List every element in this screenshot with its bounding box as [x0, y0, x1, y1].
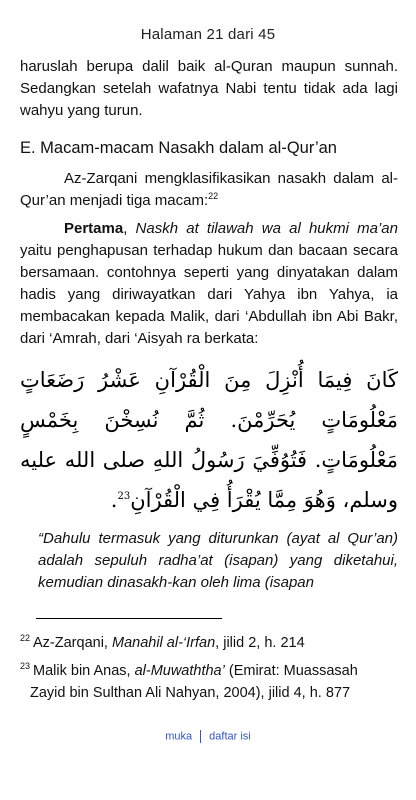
footnote-title: al-Muwaththa’	[134, 663, 225, 679]
intro-paragraph	[20, 168, 398, 212]
first-type-paragraph: Pertama, Naskh at tilawah wa al hukmi ma’an yaitu penghapusan terhadap hukum dan bacaan secara bersamaan. contohnya seperti yang dinyatakan dalam hadis yang diriwayatkan dari Yahya ibn Yahya, ia membacakan kepada Malik, dari ‘Abdullah ibn Abi Bakr, dari ‘Amrah, dari ‘Aisyah ra berkata:	[20, 220, 398, 347]
paragraph-continued: haruslah berupa dalil baik al-Quran maupun sunnah. Sedangkan setelah wafatnya Nabi tentu tidak ada lagi wahyu yang turun.	[20, 58, 398, 119]
intro-text: Az-Zarqani mengklasifikasikan nasakh dalam al-Qur’an menjadi tiga macam:	[20, 170, 398, 209]
section-heading: E. Macam-macam Nasakh dalam al-Qur’an	[20, 139, 337, 157]
footnote-number: 23	[20, 661, 31, 672]
footnote-text: Malik bin Anas,	[33, 663, 135, 679]
first-label: Pertama	[64, 220, 124, 237]
home-link[interactable]: muka	[165, 730, 193, 743]
footnote-text: , jilid 2, h. 214	[215, 635, 305, 651]
table-of-contents-link[interactable]: daftar isi	[209, 730, 251, 743]
page-navigation	[0, 730, 416, 743]
footnote-text: (Emirat: Muassasah	[224, 663, 358, 679]
footnote-23	[20, 660, 400, 704]
hadith-translation: “Dahulu termasuk yang diturunkan (ayat al Qur’an) adalah sepuluh radha’at (isapan) yang diketahui, kemudian dinasakh-kan oleh lima (isapan	[38, 530, 398, 591]
footnote-22	[20, 632, 400, 654]
footnote-text: Az-Zarqani,	[33, 635, 112, 651]
arabic-end: .	[110, 488, 118, 512]
arabic-hadith	[20, 360, 398, 520]
first-type-name: Naskh at tilawah wa al hukmi ma’an	[135, 220, 398, 237]
page-body	[20, 56, 398, 594]
footnote-number: 22	[20, 633, 31, 644]
footnote-ref-22[interactable]: 22	[208, 191, 219, 201]
footnote-title: Manahil al-‘Irfan	[112, 635, 216, 651]
footnote-continuation: Zayid bin Sulthan Ali Nahyan, 2004), jilid 4, h. 877	[30, 685, 351, 701]
arabic-hadith-text: كَانَ فِيمَا أُنْزِلَ مِنَ الْقُرْآنِ عَشْرُ رَضَعَاتٍ مَعْلُومَاتٍ يُحَرِّمْنَ. ثُمَّ نُسِخْنَ بِخَمْسٍ مَعْلُومَاتٍ. فَتُوُفِّيَ رَسُولُ اللهِ صلى الله عليه وسلم، وَهُوَ مِمَّا يُقْرَأُ فِي الْقُرْآنِ	[20, 368, 398, 512]
page-indicator: Halaman 21 dari 45	[140, 26, 276, 43]
footnote-ref-23[interactable]: 23	[117, 491, 131, 502]
footnotes	[20, 632, 400, 710]
footnote-divider	[36, 618, 222, 619]
nav-separator	[200, 730, 201, 743]
first-type-text: yaitu penghapusan terhadap hukum dan bacaan secara bersamaan. contohnya seperti yang dinyatakan dalam hadis yang diriwayatkan dari Yahya ibn Yahya, ia membacakan kepada Malik, dari ‘Abdullah ibn Abi Bakr, dari ‘Amrah, dari ‘Aisyah ra berkata:	[20, 242, 398, 347]
